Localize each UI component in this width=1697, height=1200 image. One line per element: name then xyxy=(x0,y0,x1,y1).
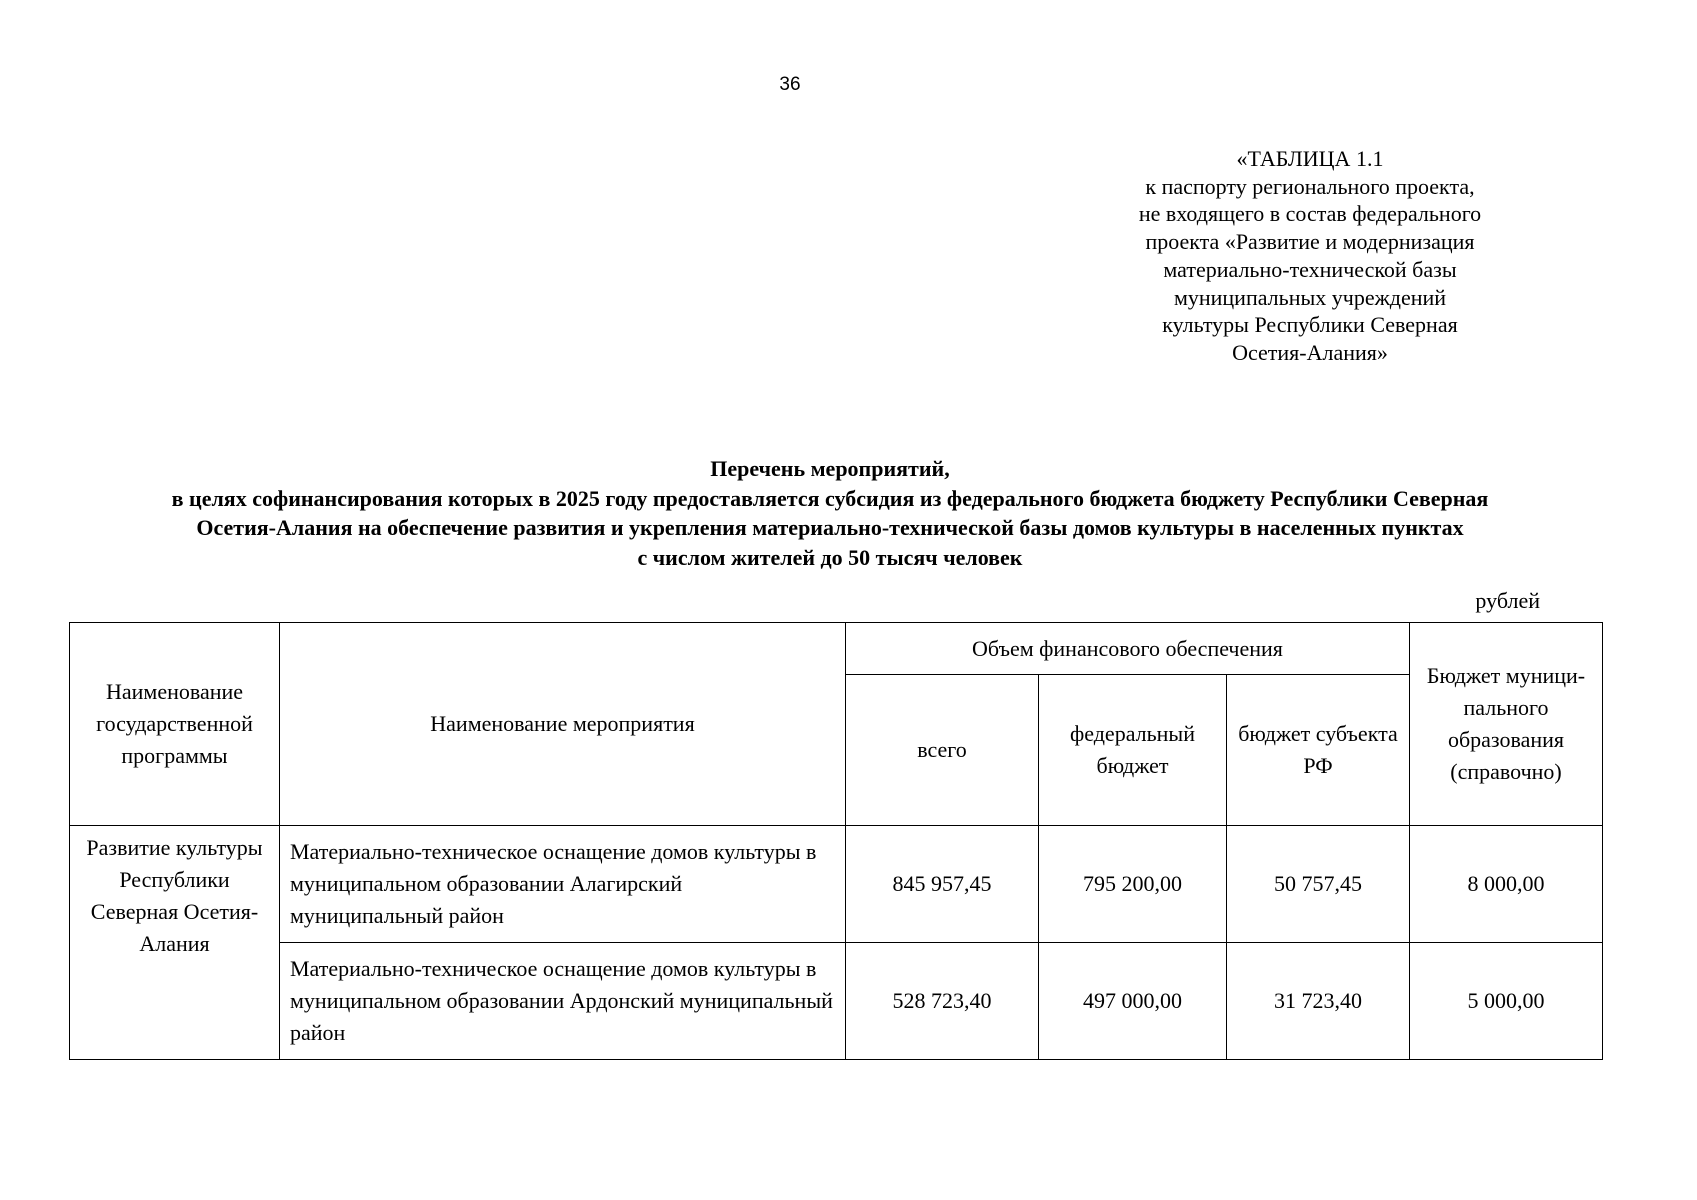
appendix-line: «ТАБЛИЦА 1.1 xyxy=(1236,146,1384,171)
municipal-cell: 8 000,00 xyxy=(1410,826,1603,943)
appendix-line: Осетия-Алания» xyxy=(1232,339,1388,365)
title-line: Осетия-Алания на обеспечение развития и укрепления материально-технической базы домов культуры в населенных пунктах xyxy=(196,515,1464,540)
header-program-name: Наименование государственной программы xyxy=(70,623,280,826)
federal-cell: 795 200,00 xyxy=(1039,826,1227,943)
subject-cell: 50 757,45 xyxy=(1227,826,1410,943)
appendix-line: культуры Республики Северная xyxy=(1162,312,1458,338)
table-row xyxy=(70,826,1603,943)
page-number: 36 xyxy=(779,74,801,95)
appendix-line: муниципальных учреждений xyxy=(1173,284,1447,310)
title-line: Перечень мероприятий, xyxy=(710,456,950,481)
appendix-line: к паспорту регионального проекта, xyxy=(1145,173,1475,199)
title-line: в целях софинансирования которых в 2025 году предоставляется субсидия из федерального бюджета бюджету Республики Северная xyxy=(171,485,1489,511)
units-label: рублей xyxy=(1475,588,1540,613)
total-cell: 528 723,40 xyxy=(846,943,1039,1060)
events-table xyxy=(69,622,1603,1060)
table-row xyxy=(70,943,1603,1060)
header-subject-budget: бюджет субъекта РФ xyxy=(1227,675,1410,826)
federal-cell: 497 000,00 xyxy=(1039,943,1227,1060)
title-line: с числом жителей до 50 тысяч человек xyxy=(637,544,1023,570)
appendix-caption xyxy=(1110,145,1510,367)
header-event-name: Наименование мероприятия xyxy=(280,623,846,826)
header-funding-volume: Объем финансового обеспечения xyxy=(846,623,1410,675)
total-cell: 845 957,45 xyxy=(846,826,1039,943)
event-cell: Материально-техническое оснащение домов культуры в муниципальном образовании Алагирский муниципальный район xyxy=(280,826,846,943)
header-federal-budget: федеральный бюджет xyxy=(1039,675,1227,826)
header-municipal-budget: Бюджет муници-пального образования (справочно) xyxy=(1410,623,1603,826)
municipal-cell: 5 000,00 xyxy=(1410,943,1603,1060)
subject-cell: 31 723,40 xyxy=(1227,943,1410,1060)
program-cell: Развитие культуры Республики Северная Осетия-Алания xyxy=(70,826,280,1060)
header-total: всего xyxy=(846,675,1039,826)
document-title xyxy=(60,454,1600,572)
appendix-line: проекта «Развитие и модернизация xyxy=(1145,229,1475,255)
appendix-line: не входящего в состав федерального xyxy=(1138,201,1482,227)
appendix-line: материально-технической базы xyxy=(1163,256,1457,282)
event-cell: Материально-техническое оснащение домов культуры в муниципальном образовании Ардонский муниципальный район xyxy=(280,943,846,1060)
